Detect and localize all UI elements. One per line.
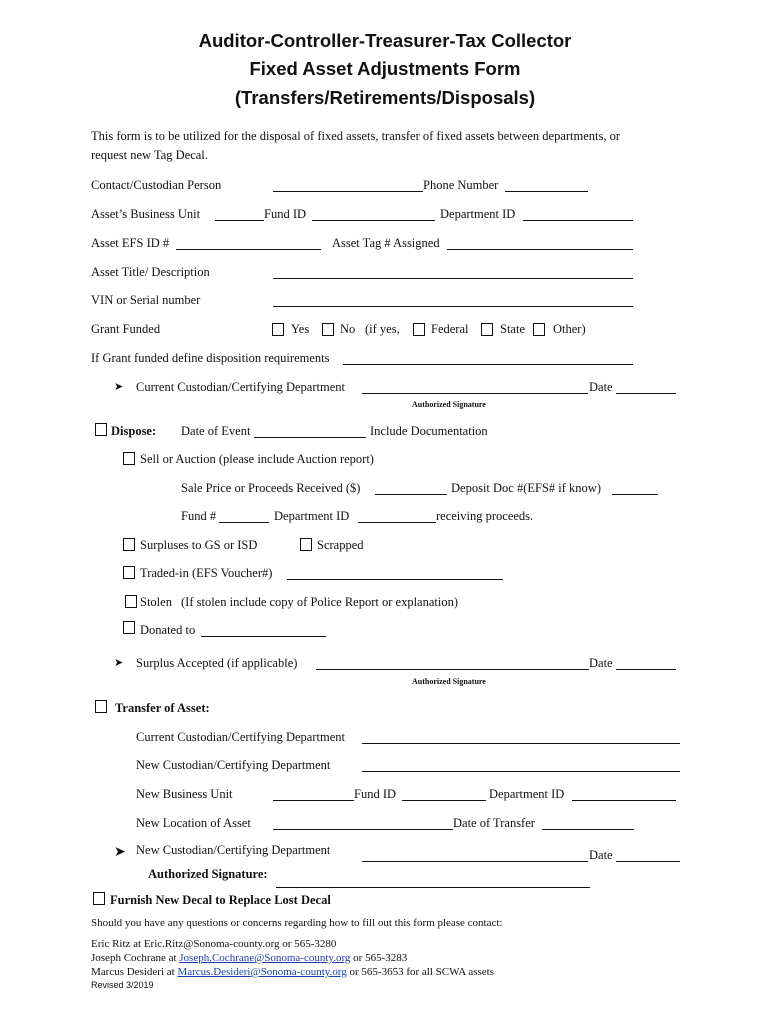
phone-number-field[interactable] (505, 191, 588, 192)
authorized-signature-caption: Authorized Signature (412, 400, 486, 409)
intro-line1: This form is to be utilized for the disposal of fixed assets, transfer of fixed assets between departments, or (91, 129, 621, 143)
checkbox-icon[interactable] (93, 892, 105, 905)
checkbox-icon[interactable] (95, 423, 107, 436)
grant-yes-label: Yes (291, 322, 310, 336)
contact-desideri-prefix: Marcus Desideri at (91, 966, 175, 978)
new-custodian-date-label: Date (589, 848, 613, 862)
transfer-authorized-signature-label: Authorized Signature: (148, 867, 268, 881)
date-of-transfer-field[interactable] (542, 829, 634, 830)
transfer-current-custodian-field[interactable] (362, 743, 680, 744)
new-custodian-date-field[interactable] (616, 861, 680, 862)
fund-id-label: Fund ID (264, 207, 307, 221)
new-business-unit-label: New Business Unit (136, 787, 233, 801)
grant-other-label: Other) (553, 322, 586, 336)
donated-field[interactable] (201, 636, 326, 637)
contact-ritz: Eric Ritz at Eric.Ritz@Sonoma-county.org or 565-3280 (91, 938, 337, 950)
department-id-label: Department ID (440, 207, 516, 221)
transfer-new-custodian-label: New Custodian/Certifying Department (136, 758, 331, 772)
desideri-email-link[interactable]: Marcus.Desideri@Sonoma-county.org (177, 966, 347, 978)
phone-number-label: Phone Number (423, 178, 499, 192)
grant-state-label: State (500, 322, 525, 336)
authorized-signature-caption: Authorized Signature (412, 677, 486, 686)
contact-intro: Should you have any questions or concerns regarding how to fill out this form please contact: (91, 917, 503, 929)
transfer-department-id-label: Department ID (489, 787, 565, 801)
arrow-bullet-icon: ➤ (114, 381, 124, 393)
grant-funded-label: Grant Funded (91, 322, 161, 336)
traded-in-field[interactable] (287, 579, 503, 580)
surplus-accepted-signature-field[interactable] (316, 669, 589, 670)
receiving-proceeds-label: receiving proceeds. (436, 509, 534, 523)
transfer-department-id-field[interactable] (572, 800, 676, 801)
efs-id-field[interactable] (176, 249, 321, 250)
decal-heading: Furnish New Decal to Replace Lost Decal (110, 893, 331, 907)
checkbox-icon[interactable] (125, 595, 137, 608)
efs-id-label: Asset EFS ID # (91, 236, 170, 250)
transfer-authorized-signature-field[interactable] (276, 887, 590, 888)
intro-line2: request new Tag Decal. (91, 148, 208, 162)
checkbox-icon[interactable] (413, 323, 425, 336)
cochrane-email-link[interactable]: Joseph.Cochrane@Sonoma-county.org (179, 952, 351, 964)
arrow-bullet-icon: ➤ (114, 657, 124, 669)
contact-person-label: Contact/Custodian Person (91, 178, 222, 192)
dispose-department-id-field[interactable] (358, 522, 436, 523)
date-of-event-label: Date of Event (181, 424, 251, 438)
tag-assigned-label: Asset Tag # Assigned (332, 236, 440, 250)
form-title-line1: Auditor-Controller-Treasurer-Tax Collector (198, 30, 572, 51)
new-business-unit-field[interactable] (273, 800, 354, 801)
deposit-doc-field[interactable] (612, 494, 658, 495)
sale-price-field[interactable] (375, 494, 447, 495)
contact-cochrane-suffix: or 565-3283 (353, 952, 408, 964)
fund-id-field[interactable] (312, 220, 435, 221)
checkbox-icon[interactable] (123, 452, 135, 465)
grant-define-label: If Grant funded define disposition requirements (91, 351, 330, 365)
checkbox-icon[interactable] (533, 323, 545, 336)
tag-assigned-field[interactable] (447, 249, 633, 250)
grant-no-label: No (340, 322, 356, 336)
contact-cochrane-prefix: Joseph Cochrane at (91, 952, 177, 964)
new-custodian-signature-field[interactable] (362, 861, 588, 862)
checkbox-icon[interactable] (123, 621, 135, 634)
traded-in-label: Traded-in (EFS Voucher#) (140, 566, 273, 580)
deposit-doc-label: Deposit Doc #(EFS# if know) (451, 481, 601, 495)
business-unit-field[interactable] (215, 220, 264, 221)
surplus-accepted-label: Surplus Accepted (if applicable) (136, 656, 298, 670)
department-id-field[interactable] (523, 220, 633, 221)
contact-desideri (91, 966, 494, 979)
asset-title-label: Asset Title/ Description (91, 265, 210, 279)
transfer-heading: Transfer of Asset: (115, 701, 210, 715)
new-location-label: New Location of Asset (136, 816, 251, 830)
form-title-line3: (Transfers/Retirements/Disposals) (234, 87, 536, 108)
dispose-heading: Dispose: (111, 424, 157, 438)
checkbox-icon[interactable] (95, 700, 107, 713)
donated-label: Donated to (140, 623, 196, 637)
include-documentation-label: Include Documentation (370, 424, 488, 438)
current-custodian-date-label: Date (589, 380, 613, 394)
checkbox-icon[interactable] (272, 323, 284, 336)
new-custodian-sign-label: New Custodian/Certifying Department (136, 843, 331, 857)
asset-title-field[interactable] (273, 278, 633, 279)
dispose-fund-field[interactable] (219, 522, 269, 523)
surplus-date-label: Date (589, 656, 613, 670)
grant-federal-label: Federal (431, 322, 469, 336)
current-custodian-date-field[interactable] (616, 393, 676, 394)
checkbox-icon[interactable] (300, 538, 312, 551)
checkbox-icon[interactable] (123, 538, 135, 551)
vin-serial-label: VIN or Serial number (91, 293, 201, 307)
contact-desideri-suffix: or 565-3653 for all SCWA assets (349, 966, 495, 978)
dispose-fund-label: Fund # (181, 509, 217, 523)
date-of-event-field[interactable] (254, 437, 366, 438)
transfer-fund-id-field[interactable] (402, 800, 486, 801)
sell-auction-label: Sell or Auction (please include Auction report) (140, 452, 374, 466)
contact-cochrane (91, 952, 407, 965)
current-custodian-signature-field[interactable] (362, 393, 588, 394)
date-of-transfer-label: Date of Transfer (453, 816, 535, 830)
grant-define-field[interactable] (343, 364, 633, 365)
grant-if-yes-label: (if yes, (365, 322, 400, 336)
form-title-line2: Fixed Asset Adjustments Form (249, 58, 521, 79)
business-unit-label: Asset’s Business Unit (91, 207, 201, 221)
dispose-department-id-label: Department ID (274, 509, 350, 523)
surpluses-label: Surpluses to GS or ISD (140, 538, 258, 552)
transfer-current-custodian-label: Current Custodian/Certifying Department (136, 730, 345, 744)
contact-person-field[interactable] (273, 191, 423, 192)
checkbox-icon[interactable] (322, 323, 334, 336)
surplus-date-field[interactable] (616, 669, 676, 670)
transfer-new-custodian-field[interactable] (362, 771, 680, 772)
revised-date: Revised 3/2019 (91, 980, 154, 990)
current-custodian-label: Current Custodian/Certifying Department (136, 380, 345, 394)
stolen-label: Stolen (140, 595, 172, 609)
transfer-fund-id-label: Fund ID (354, 787, 397, 801)
stolen-note: (If stolen include copy of Police Report or explanation) (181, 595, 459, 609)
sale-price-label: Sale Price or Proceeds Received ($) (181, 481, 361, 495)
vin-serial-field[interactable] (273, 306, 633, 307)
new-location-field[interactable] (273, 829, 453, 830)
scrapped-label: Scrapped (317, 538, 364, 552)
checkbox-icon[interactable] (481, 323, 493, 336)
arrow-bullet-icon: ➤ (114, 845, 126, 860)
checkbox-icon[interactable] (123, 566, 135, 579)
